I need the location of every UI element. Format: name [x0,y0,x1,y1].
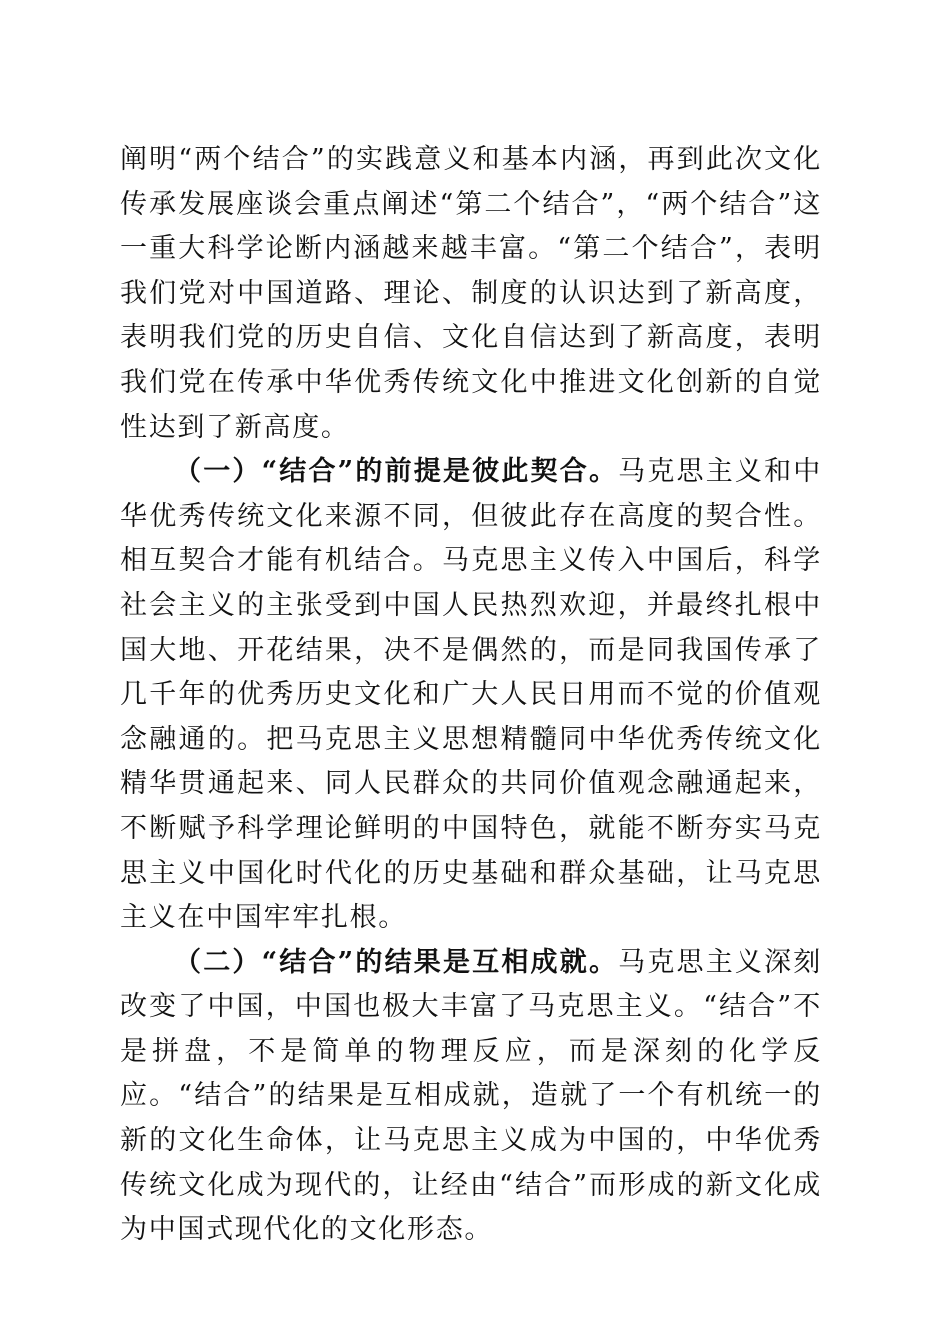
paragraph-section-1 [120,450,822,941]
paragraph-text: 阐明“两个结合”的实践意义和基本内涵，再到此次文化传承发展座谈会重点阐述“第二个结合”，“两个结合”这一重大科学论断内涵越来越丰富。“第二个结合”，表明我们党对中国道路、理论、制度的认识达到了新高度，表明我们党的历史自信、文化自信达到了新高度，表明我们党在传承中华优秀传统文化中推进文化创新的自觉性达到了新高度。 [120,144,822,443]
paragraph-text: 马克思主义和中华优秀传统文化来源不同，但彼此存在高度的契合性。相互契合才能有机结合。马克思主义传入中国后，科学社会主义的主张受到中国人民热烈欢迎，并最终扎根中国大地、开花结果，决不是偶然的，而是同我国传承了几千年的优秀历史文化和广大人民日用而不觉的价值观念融通的。把马克思主义思想精髓同中华优秀传统文化精华贯通起来、同人民群众的共同价值观念融通起来，不断赋予科学理论鲜明的中国特色，就能不断夯实马克思主义中国化时代化的历史基础和群众基础，让马克思主义在中国牢牢扎根。 [120,456,822,934]
section-1-heading: （一）“结合”的前提是彼此契合。 [174,456,619,488]
paragraph-section-2 [120,941,822,1253]
section-2-heading: （二）“结合”的结果是互相成就。 [174,946,619,978]
document-page [120,138,822,1253]
paragraph-intro [120,138,822,450]
paragraph-text: 马克思主义深刻改变了中国，中国也极大丰富了马克思主义。“结合”不是拼盘，不是简单的物理反应，而是深刻的化学反应。“结合”的结果是互相成就，造就了一个有机统一的新的文化生命体，让马克思主义成为中国的，中华优秀传统文化成为现代的，让经由“结合”而形成的新文化成为中国式现代化的文化形态。 [120,946,822,1246]
